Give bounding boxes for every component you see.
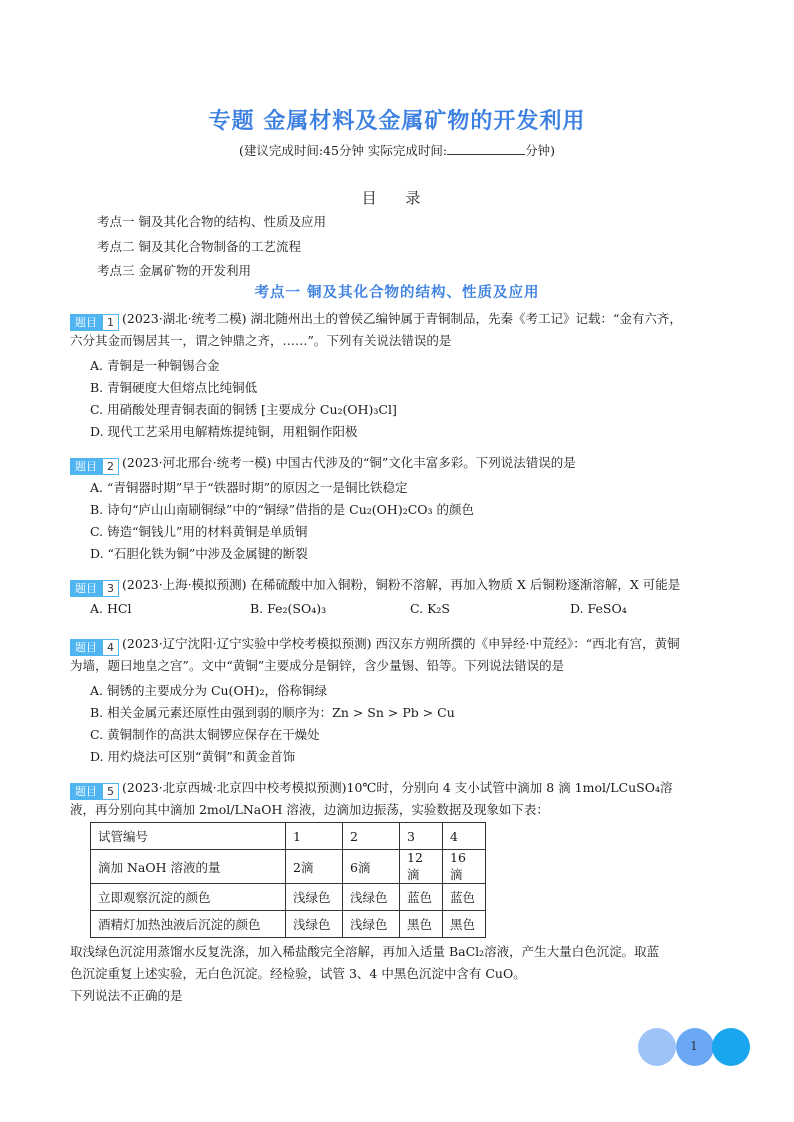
experiment-table xyxy=(90,822,486,938)
option-d: D. 现代工艺采用电解精炼提纯铜，用粗铜作阳极 xyxy=(90,424,358,439)
table-cell: 2滴 xyxy=(286,850,343,884)
option-a: A. “青铜器时期”早于“铁器时期”的原因之一是铜比铁稳定 xyxy=(90,480,408,495)
time-hint-tail: 分钟) xyxy=(525,143,556,158)
question-5 xyxy=(70,778,672,800)
table-cell: 2 xyxy=(343,823,400,850)
question-5-after-1: 取浅绿色沉淀用蒸馏水反复洗涤，加入稀盐酸完全溶解，再加入适量 BaCl₂溶液，产生大量白色沉淀。取蓝 xyxy=(70,944,660,959)
time-hint-text: (建议完成时间:45分钟 实际完成时间: xyxy=(238,143,448,158)
question-5-line-2: 液，再分别向其中滴加 2mol/LNaOH 溶液，边滴加边振荡，实验数据及现象如下表： xyxy=(70,802,549,817)
option-b: B. 青铜硬度大但熔点比纯铜低 xyxy=(90,380,258,395)
option-d: D. FeSO₄ xyxy=(570,601,627,616)
question-1 xyxy=(70,309,682,331)
question-4-line-2: 为墙，题曰地皇之宫”。文中“黄铜”主要成分是铜锌，含少量锡、铅等。下列说法错误的是 xyxy=(70,658,565,673)
question-text: (2023·湖北·统考二模) 湖北随州出土的曾侯乙编钟属于青铜制品，先秦《考工记》记载：“金有六齐， xyxy=(122,311,682,326)
toc-item-1: 考点一 铜及其化合物的结构、性质及应用 xyxy=(97,214,326,229)
option-a: A. 青铜是一种铜锡合金 xyxy=(90,358,220,373)
option-c: C. 黄铜制作的高洪太铜锣应保存在干燥处 xyxy=(90,727,320,742)
option-c: C. 铸造“铜钱儿”用的材料黄铜是单质铜 xyxy=(90,524,308,539)
question-text: (2023·河北邢台·统考一模) 中国古代涉及的“铜”文化丰富多彩。下列说法错误的是 xyxy=(122,455,576,470)
option-a: A. HCl xyxy=(90,601,132,616)
page-decor-circle-3 xyxy=(712,1028,750,1066)
table-cell: 浅绿色 xyxy=(343,911,400,938)
toc-item-3: 考点三 金属矿物的开发利用 xyxy=(97,263,251,278)
options-row xyxy=(90,601,730,616)
question-badge: 题目 5 xyxy=(70,783,119,800)
option-b: B. 相关金属元素还原性由强到弱的顺序为：Zn > Sn > Pb > Cu xyxy=(90,705,455,720)
question-text: (2023·辽宁沈阳·辽宁实验中学校考模拟预测) 西汉东方朔所撰的《申异经·中荒经》：“西北有宫，黄铜 xyxy=(122,636,680,651)
question-text: (2023·上海·模拟预测) 在稀硫酸中加入铜粉，铜粉不溶解，再加入物质 X 后铜粉逐渐溶解，X 可能是 xyxy=(122,577,681,592)
table-cell: 浅绿色 xyxy=(286,884,343,911)
table-cell: 立即观察沉淀的颜色 xyxy=(91,884,286,911)
question-badge: 题目 4 xyxy=(70,639,119,656)
page-number: 1 xyxy=(690,1039,698,1053)
question-badge: 题目 1 xyxy=(70,314,119,331)
time-blank xyxy=(447,142,525,155)
toc-heading: 目 录 xyxy=(361,189,433,207)
table-cell: 滴加 NaOH 溶液的量 xyxy=(91,850,286,884)
table-cell: 试管编号 xyxy=(91,823,286,850)
table-row xyxy=(91,823,486,850)
option-a: A. 铜锈的主要成分为 Cu(OH)₂，俗称铜绿 xyxy=(90,683,327,698)
question-5-after-2: 色沉淀重复上述实验，无白色沉淀。经检验，试管 3、4 中黑色沉淀中含有 CuO。 xyxy=(70,966,526,981)
table-cell: 12滴 xyxy=(400,850,443,884)
question-badge: 题目 3 xyxy=(70,580,119,597)
table-cell: 蓝色 xyxy=(400,884,443,911)
table-row xyxy=(91,884,486,911)
page-decor-circle-1 xyxy=(638,1028,676,1066)
table-cell: 黑色 xyxy=(443,911,486,938)
table-cell: 蓝色 xyxy=(443,884,486,911)
question-4 xyxy=(70,634,680,656)
page-title: 专题 金属材料及金属矿物的开发利用 xyxy=(208,109,586,134)
option-b: B. Fe₂(SO₄)₃ xyxy=(250,601,327,616)
option-c: C. 用硝酸处理青铜表面的铜锈 [主要成分 Cu₂(OH)₃Cl] xyxy=(90,402,397,417)
section-title: 考点一 铜及其化合物的结构、性质及应用 xyxy=(254,285,540,301)
table-cell: 1 xyxy=(286,823,343,850)
table-cell: 16滴 xyxy=(443,850,486,884)
option-d: D. “石胆化铁为铜”中涉及金属键的断裂 xyxy=(90,546,308,561)
table-cell: 酒精灯加热浊液后沉淀的颜色 xyxy=(91,911,286,938)
table-cell: 6滴 xyxy=(343,850,400,884)
question-1-line-2: 六分其金而锡居其一，谓之钟鼎之齐，……”。下列有关说法错误的是 xyxy=(70,333,452,348)
question-3 xyxy=(70,575,680,597)
time-hint xyxy=(0,141,794,159)
option-d: D. 用灼烧法可区别“黄铜”和黄金首饰 xyxy=(90,749,296,764)
question-text: (2023·北京西城·北京四中校考模拟预测)10℃时，分别向 4 支小试管中滴加 8 滴 1mol/LCuSO₄溶 xyxy=(122,780,673,795)
question-badge: 题目 2 xyxy=(70,458,119,475)
table-row xyxy=(91,850,486,884)
toc-item-2: 考点二 铜及其化合物制备的工艺流程 xyxy=(97,239,301,254)
option-c: C. K₂S xyxy=(410,601,450,616)
option-b: B. 诗句“庐山山南刷铜绿”中的“铜绿”借指的是 Cu₂(OH)₂CO₃ 的颜色 xyxy=(90,502,475,517)
question-2 xyxy=(70,453,576,475)
table-cell: 黑色 xyxy=(400,911,443,938)
table-cell: 浅绿色 xyxy=(343,884,400,911)
table-cell: 浅绿色 xyxy=(286,911,343,938)
table-cell: 3 xyxy=(400,823,443,850)
table-cell: 4 xyxy=(443,823,486,850)
question-5-after-3: 下列说法不正确的是 xyxy=(70,988,183,1003)
table-row xyxy=(91,911,486,938)
